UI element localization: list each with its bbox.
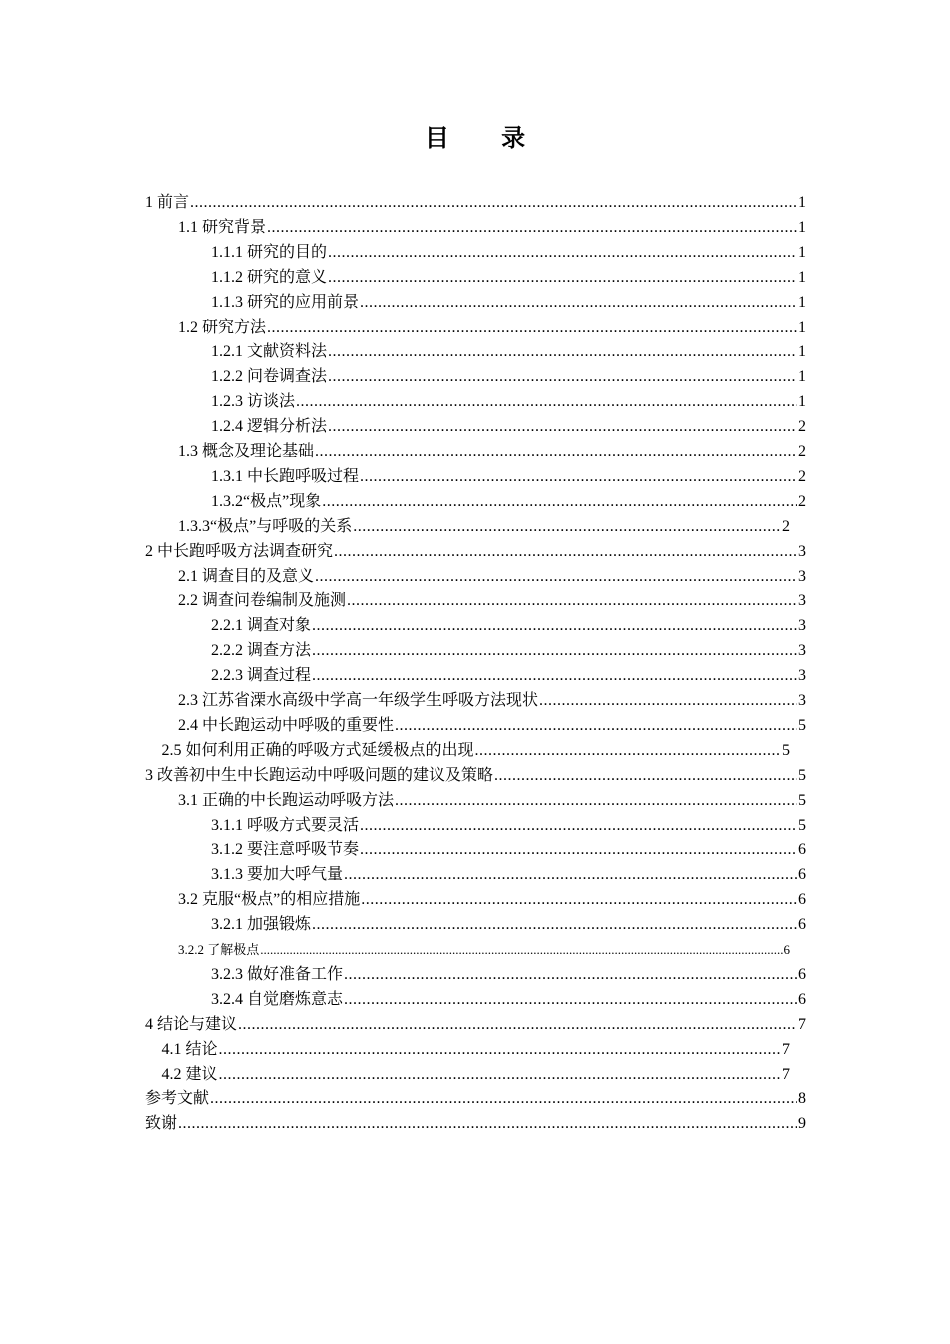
toc-entry-page-number: 6 xyxy=(798,841,806,859)
toc-entry-page-number: 5 xyxy=(798,766,806,784)
toc-entry[interactable] xyxy=(178,937,790,962)
toc-entry-page-number: 6 xyxy=(798,916,806,934)
toc-leader-dots xyxy=(395,788,797,813)
toc-entry[interactable] xyxy=(162,738,791,763)
toc-entry-label: 3.1 正确的中长跑运动呼吸方法 xyxy=(178,791,395,809)
toc-leader-dots xyxy=(267,215,797,240)
toc-entry-label: 1.2 研究方法 xyxy=(178,318,267,336)
toc-entry-label: 1.2.3 访谈法 xyxy=(211,393,296,411)
toc-entry-label: 1.1.2 研究的意义 xyxy=(211,268,328,286)
toc-entry-page-number: 7 xyxy=(798,1015,806,1033)
toc-leader-dots xyxy=(210,1086,797,1111)
toc-leader-dots xyxy=(238,1012,797,1037)
toc-entry-label: 2.2 调查问卷编制及施测 xyxy=(178,592,347,610)
toc-entry[interactable] xyxy=(211,339,806,364)
toc-entry-label: 2.2.3 调查过程 xyxy=(211,667,312,685)
toc-entry-page-number: 6 xyxy=(783,942,790,957)
toc-entry-label: 1.1.3 研究的应用前景 xyxy=(211,293,360,311)
toc-entry[interactable] xyxy=(211,912,806,937)
toc-entry[interactable] xyxy=(145,1012,806,1037)
toc-entry-page-number: 6 xyxy=(798,990,806,1008)
toc-leader-dots xyxy=(219,1037,781,1062)
toc-leader-dots xyxy=(312,663,797,688)
toc-entry[interactable] xyxy=(162,1037,791,1062)
toc-entry-page-number: 1 xyxy=(798,218,806,236)
toc-entry-page-number: 1 xyxy=(798,393,806,411)
toc-entry-page-number: 1 xyxy=(798,194,806,211)
toc-leader-dots xyxy=(190,190,797,215)
toc-entry[interactable] xyxy=(178,315,806,340)
toc-entry-page-number: 3 xyxy=(798,642,806,660)
toc-leader-dots xyxy=(219,1062,781,1087)
toc-leader-dots xyxy=(344,962,797,987)
toc-leader-dots xyxy=(475,738,781,763)
toc-entry[interactable] xyxy=(178,564,806,589)
toc-leader-dots xyxy=(494,763,797,788)
toc-entry-label: 2.2.2 调查方法 xyxy=(211,642,312,660)
toc-entry-label: 2.3 江苏省溧水高级中学高一年级学生呼吸方法现状 xyxy=(178,692,539,709)
toc-leader-dots xyxy=(361,887,797,912)
toc-leader-dots xyxy=(360,837,797,862)
toc-entry-label: 3.2.1 加强锻炼 xyxy=(211,916,312,934)
toc-leader-dots xyxy=(328,240,797,265)
toc-entry[interactable] xyxy=(178,688,806,713)
toc-entry-page-number: 6 xyxy=(798,965,806,983)
toc-entry[interactable] xyxy=(211,962,806,987)
toc-leader-dots xyxy=(539,688,797,713)
toc-leader-dots xyxy=(312,912,797,937)
toc-leader-dots xyxy=(328,265,797,290)
toc-entry-page-number: 2 xyxy=(798,443,806,460)
toc-entry-page-number: 3 xyxy=(798,567,806,585)
toc-leader-dots xyxy=(347,588,797,613)
toc-entry-page-number: 2 xyxy=(798,467,806,485)
toc-entry[interactable] xyxy=(178,788,806,813)
toc-leader-dots xyxy=(296,389,797,414)
toc-leader-dots xyxy=(267,315,797,340)
toc-entry[interactable] xyxy=(211,837,806,862)
toc-entry[interactable] xyxy=(145,1086,806,1111)
toc-entry-page-number: 3 xyxy=(798,667,806,685)
toc-entry-label: 3.1.1 呼吸方式要灵活 xyxy=(211,816,360,834)
toc-leader-dots xyxy=(328,414,797,439)
toc-entry-page-number: 9 xyxy=(798,1115,806,1133)
toc-leader-dots xyxy=(315,439,797,464)
toc-leader-dots xyxy=(328,364,797,389)
toc-entry-label: 1.1.1 研究的目的 xyxy=(211,243,328,261)
toc-entry[interactable] xyxy=(145,190,806,215)
toc-entry[interactable] xyxy=(178,514,790,539)
toc-entry-label: 1.2.2 问卷调查法 xyxy=(211,368,328,386)
toc-leader-dots xyxy=(312,638,797,663)
toc-leader-dots xyxy=(360,813,797,838)
toc-entry-page-number: 2 xyxy=(798,492,806,510)
toc-entry-page-number: 1 xyxy=(798,343,806,361)
toc-entry-page-number: 3 xyxy=(798,692,806,709)
toc-entry-label: 2.1 调查目的及意义 xyxy=(178,567,315,585)
toc-entry-page-number: 1 xyxy=(798,368,806,386)
toc-leader-dots xyxy=(178,1111,797,1136)
toc-entry-page-number: 7 xyxy=(782,1065,790,1083)
toc-entry-page-number: 2 xyxy=(782,517,790,535)
toc-entry-label: 1.2.1 文献资料法 xyxy=(211,343,328,361)
toc-entry[interactable] xyxy=(145,1111,806,1136)
toc-entry[interactable] xyxy=(145,539,806,564)
toc-entry-page-number: 3 xyxy=(798,542,806,560)
toc-entry-label: 1.3.3“极点”与呼吸的关系 xyxy=(178,517,353,535)
toc-entry-label: 3.2.4 自觉磨炼意志 xyxy=(211,990,344,1008)
toc-leader-dots xyxy=(344,987,797,1012)
toc-entry[interactable] xyxy=(145,763,806,788)
toc-leader-dots xyxy=(322,489,797,514)
toc-entry-label: 2.2.1 调查对象 xyxy=(211,617,312,635)
toc-entry-label: 1 前言 xyxy=(145,194,190,211)
toc-entry[interactable] xyxy=(211,265,806,290)
toc-entry-page-number: 8 xyxy=(798,1090,806,1108)
toc-entry-page-number: 7 xyxy=(782,1040,790,1058)
toc-entry-page-number: 3 xyxy=(798,617,806,635)
toc-entry[interactable] xyxy=(211,613,806,638)
toc-entry[interactable] xyxy=(178,588,806,613)
toc-entry[interactable] xyxy=(211,240,806,265)
toc-entry[interactable] xyxy=(211,389,806,414)
toc-leader-dots xyxy=(353,514,781,539)
toc-entry[interactable] xyxy=(211,414,806,439)
toc-entry-label: 4.2 建议 xyxy=(161,1065,218,1083)
toc-entry-page-number: 5 xyxy=(782,741,790,759)
toc-entry-label: 参考文献 xyxy=(145,1090,210,1108)
toc-entry[interactable] xyxy=(211,862,806,887)
toc-leader-dots xyxy=(328,339,797,364)
toc-entry[interactable] xyxy=(211,813,806,838)
toc-entry[interactable] xyxy=(162,1062,791,1087)
toc-entry-page-number: 6 xyxy=(798,866,806,884)
toc-entry-page-number: 1 xyxy=(798,268,806,286)
toc-entry-label: 2.4 中长跑运动中呼吸的重要性 xyxy=(178,716,395,734)
toc-leader-dots xyxy=(315,564,797,589)
toc-entry[interactable] xyxy=(178,713,806,738)
toc-entry-page-number: 5 xyxy=(798,716,806,734)
toc-entry-page-number: 5 xyxy=(798,816,806,834)
toc-entry[interactable] xyxy=(211,987,806,1012)
toc-entry[interactable] xyxy=(211,364,806,389)
toc-leader-dots xyxy=(312,613,797,638)
toc-entry-page-number: 6 xyxy=(798,891,806,909)
toc-entry-page-number: 2 xyxy=(798,418,806,436)
page-title: 目 录 xyxy=(424,124,548,152)
toc-leader-dots xyxy=(360,290,797,315)
toc-leader-dots xyxy=(334,539,797,564)
toc-entry-label: 2.5 如何利用正确的呼吸方式延缓极点的出现 xyxy=(161,741,474,759)
toc-entry-label: 3.1.3 要加大呼气量 xyxy=(211,866,344,884)
toc-entry-label: 3.2 克服“极点”的相应措施 xyxy=(178,891,361,909)
toc-entry[interactable] xyxy=(178,439,806,464)
toc-entry-label: 1.3.1 中长跑呼吸过程 xyxy=(211,467,360,485)
toc-leader-dots xyxy=(344,862,797,887)
toc-entry-label: 致谢 xyxy=(145,1115,178,1133)
toc-entry[interactable] xyxy=(211,464,806,489)
toc-entry-label: 2 中长跑呼吸方法调查研究 xyxy=(145,542,334,560)
toc-entry-label: 1.2.4 逻辑分析法 xyxy=(211,418,328,436)
toc-entry[interactable] xyxy=(211,290,806,315)
toc-entry-label: 3.2.2 了解极点 xyxy=(178,942,260,957)
toc-entry-label: 4 结论与建议 xyxy=(145,1015,238,1033)
toc-entry-label: 3 改善初中生中长跑运动中呼吸问题的建议及策略 xyxy=(145,766,494,784)
toc-entry-label: 3.1.2 要注意呼吸节奏 xyxy=(211,841,360,859)
toc-entry-label: 1.3.2“极点”现象 xyxy=(211,492,322,510)
toc-leader-dots xyxy=(260,937,782,962)
toc-entry-label: 3.2.3 做好准备工作 xyxy=(211,965,344,983)
toc-leader-dots xyxy=(360,464,797,489)
toc-entry[interactable] xyxy=(211,638,806,663)
toc-entry-label: 1.1 研究背景 xyxy=(178,218,267,236)
toc-leader-dots xyxy=(395,713,797,738)
toc-entry[interactable] xyxy=(211,489,806,514)
toc-entry[interactable] xyxy=(178,887,806,912)
toc-entry-page-number: 1 xyxy=(798,293,806,311)
toc-entry[interactable] xyxy=(211,663,806,688)
toc-entry-page-number: 1 xyxy=(798,243,806,261)
toc-entry-label: 4.1 结论 xyxy=(161,1040,218,1058)
toc-entry-page-number: 5 xyxy=(798,791,806,809)
toc-entry-page-number: 1 xyxy=(798,318,806,336)
toc-entry-page-number: 3 xyxy=(798,592,806,610)
toc-entry-label: 1.3 概念及理论基础 xyxy=(178,443,315,460)
toc-entry[interactable] xyxy=(178,215,806,240)
